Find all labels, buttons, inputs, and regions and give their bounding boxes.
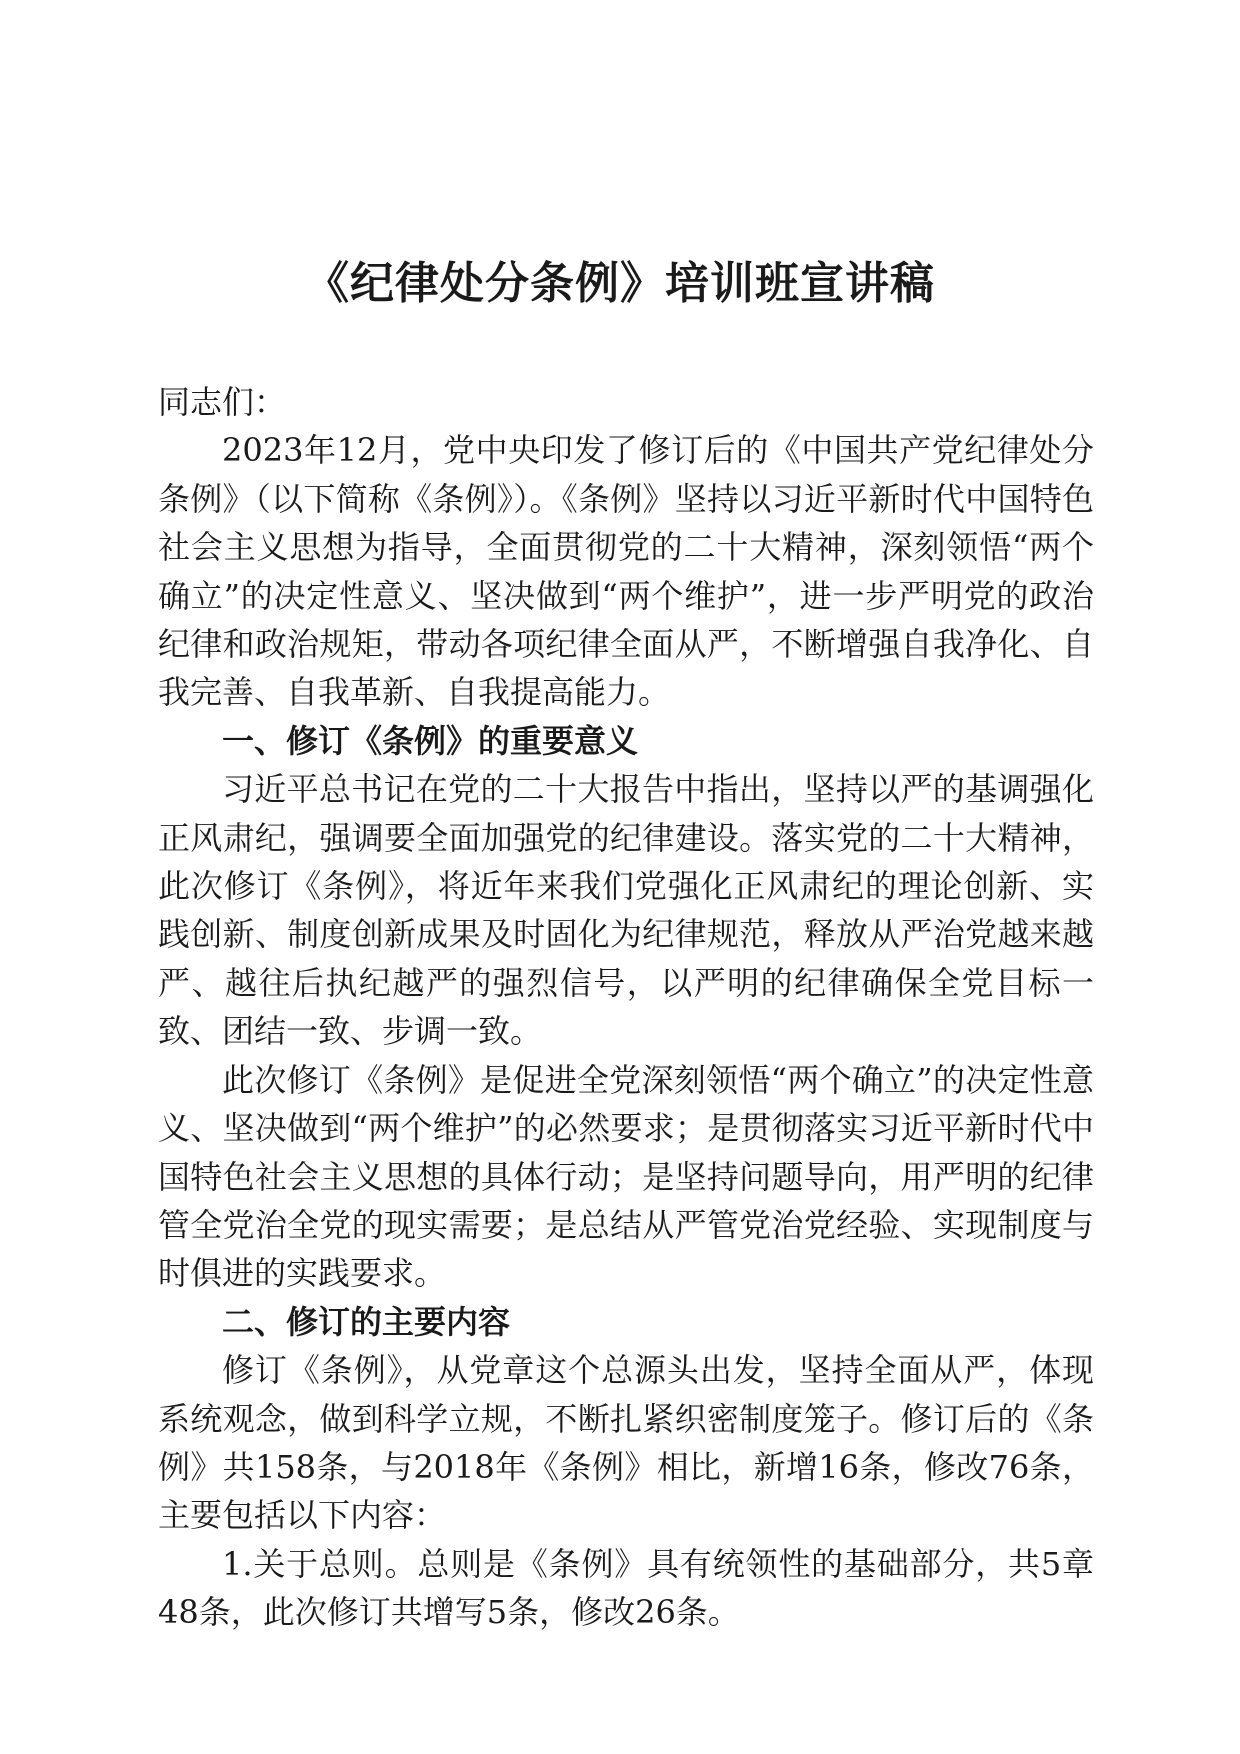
paragraph-significance-1: 习近平总书记在党的二十大报告中指出，坚持以严的基调强化正风肃纪，强调要全面加强党的纪律建设。落实党的二十大精神，此次修订《条例》，将近年来我们党强化正风肃纪的理论创新、实践创新、制度创新成果及时固化为纪律规范，释放从严治党越来越严、越往后执纪越严的强烈信号，以严明的纪律确保全党目标一致、团结一致、步调一致。 (158, 770, 1094, 1051)
paragraph-content-2: 1.关于总则。总则是《条例》具有统领性的基础部分，共5章48条，此次修订共增写5条，修改26条。 (158, 1544, 1094, 1632)
salutation: 同志们： (158, 383, 287, 421)
paragraph-content-1: 修订《条例》，从党章这个总源头出发，坚持全面从严，体现系统观念，做到科学立规，不断扎紧织密制度笼子。修订后的《条例》共158条，与2018年《条例》相比，新增16条，修改76条，主要包括以下内容： (158, 1351, 1094, 1535)
section-heading-2: 二、修订的主要内容 (222, 1302, 511, 1341)
document-body (158, 378, 1094, 1637)
paragraph-significance-2: 此次修订《条例》是促进全党深刻领悟“两个确立”的决定性意义、坚决做到“两个维护”的必然要求；是贯彻落实习近平新时代中国特色社会主义思想的具体行动；是坚持问题导向，用严明的纪律管全党治全党的现实需要；是总结从严管党治党经验、实现制度与时俱进的实践要求。 (158, 1060, 1094, 1293)
paragraph-intro: 2023年12月，党中央印发了修订后的《中国共产党纪律处分条例》（以下简称《条例》）。《条例》坚持以习近平新时代中国特色社会主义思想为指导，全面贯彻党的二十大精神，深刻领悟“两个确立”的决定性意义、坚决做到“两个维护”，进一步严明党的政治纪律和政治规矩，带动各项纪律全面从严，不断增强自我净化、自我完善、自我革新、自我提高能力。 (158, 431, 1094, 712)
section-heading-1: 一、修订《条例》的重要意义 (222, 721, 639, 760)
document-title: 《纪律处分条例》培训班宣讲稿 (305, 258, 935, 309)
